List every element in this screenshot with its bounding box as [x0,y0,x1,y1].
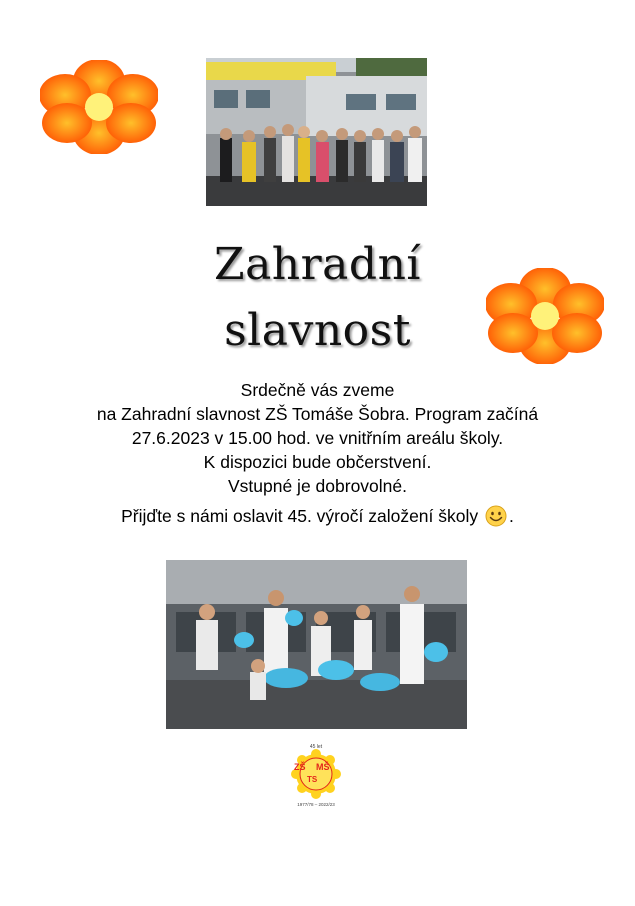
invitation-line-4: K dispozici bude občerstvení. [203,452,432,472]
smiley-icon [485,505,507,527]
logo-top-text: 45 let [309,744,323,750]
invitation-line-1: Srdečně vás zveme [240,380,395,400]
invitation-line-2: na Zahradní slavnost ZŠ Tomáše Šobra. Program začíná [96,404,539,424]
title-line-2: slavnost [224,305,411,356]
photo-children-dancing [166,560,467,729]
logo-years-text: 1977/78 – 2022/23 [297,802,335,807]
invitation-line-6-text: Přijďte s námi oslavit 45. výročí založení školy [121,506,479,526]
invitation-line-3: 27.6.2023 v 15.00 hod. ve vnitřním areálu školy. [131,428,504,448]
invitation-text [20,378,615,528]
title-line-1: Zahradní [214,239,421,290]
invitation-line-6-end: . [509,506,514,526]
photo-dancers-top [206,58,427,206]
invitation-line-5: Vstupné je dobrovolné. [227,476,408,496]
logo-ts-text: TS [307,775,318,784]
invitation-line-6 [20,504,615,528]
school-logo [284,744,348,810]
page-title [0,232,635,364]
flower-icon [40,60,158,154]
logo-zs-text: ZŠ [294,762,306,772]
logo-ms-text: MŠ [316,762,330,772]
